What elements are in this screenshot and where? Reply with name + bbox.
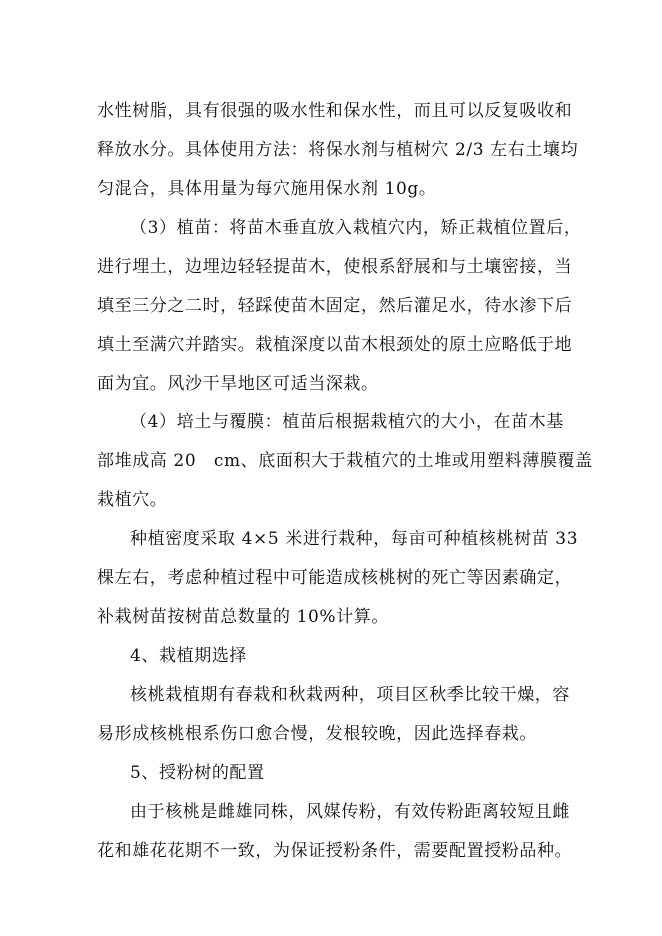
- text-line: （3）植苗：将苗木垂直放入栽植穴内，矫正栽植位置后，: [130, 218, 582, 238]
- text-line: 花和雄花花期不一致，为保证授粉条件，需要配置授粉品种。: [97, 841, 573, 861]
- text-line: 补栽树苗按树苗总数量的 10%计算。: [97, 607, 389, 627]
- text-line: 面为宜。风沙干旱地区可适当深栽。: [97, 374, 379, 394]
- text-line: 种植密度采取 4×5 米进行栽种，每亩可种植核桃树苗 33: [130, 529, 579, 549]
- text-line: 棵左右，考虑种植过程中可能造成核桃树的死亡等因素确定，: [97, 568, 573, 588]
- text-line: （4）培土与覆膜：植苗后根据栽植穴的大小，在苗木基: [130, 412, 564, 432]
- text-line: 释放水分。具体使用方法：将保水剂与植树穴 2/3 左右土壤均: [97, 140, 579, 160]
- text-line: 填土至满穴并踏实。栽植深度以苗木根颈处的原土应略低于地: [97, 335, 573, 355]
- section-heading: 4、栽植期选择: [130, 646, 248, 666]
- text-line: 核桃栽植期有春栽和秋栽两种，项目区秋季比较干燥，容: [130, 685, 570, 705]
- text-line: 水性树脂，具有很强的吸水性和保水性，而且可以反复吸收和: [97, 101, 573, 121]
- text-line: 易形成核桃根系伤口愈合慢，发根较晚，因此选择春栽。: [97, 724, 537, 744]
- text-line: 由于核桃是雌雄同株，风媒传粉，有效传粉距离较短且雌: [130, 802, 570, 822]
- text-line: 栽植穴。: [97, 490, 168, 510]
- text-line: 进行埋土，边埋边轻轻提苗木，使根系舒展和与土壤密接，当: [97, 257, 573, 277]
- section-heading: 5、授粉树的配置: [130, 763, 265, 783]
- text-line: 匀混合，具体用量为每穴施用保水剂 10g。: [97, 179, 437, 199]
- text-line: 部堆成高 20 cm、底面积大于栽植穴的土堆或用塑料薄膜覆盖: [97, 451, 593, 471]
- text-line: 填至三分之二时，轻踩使苗木固定，然后灌足水，待水渗下后: [97, 296, 573, 316]
